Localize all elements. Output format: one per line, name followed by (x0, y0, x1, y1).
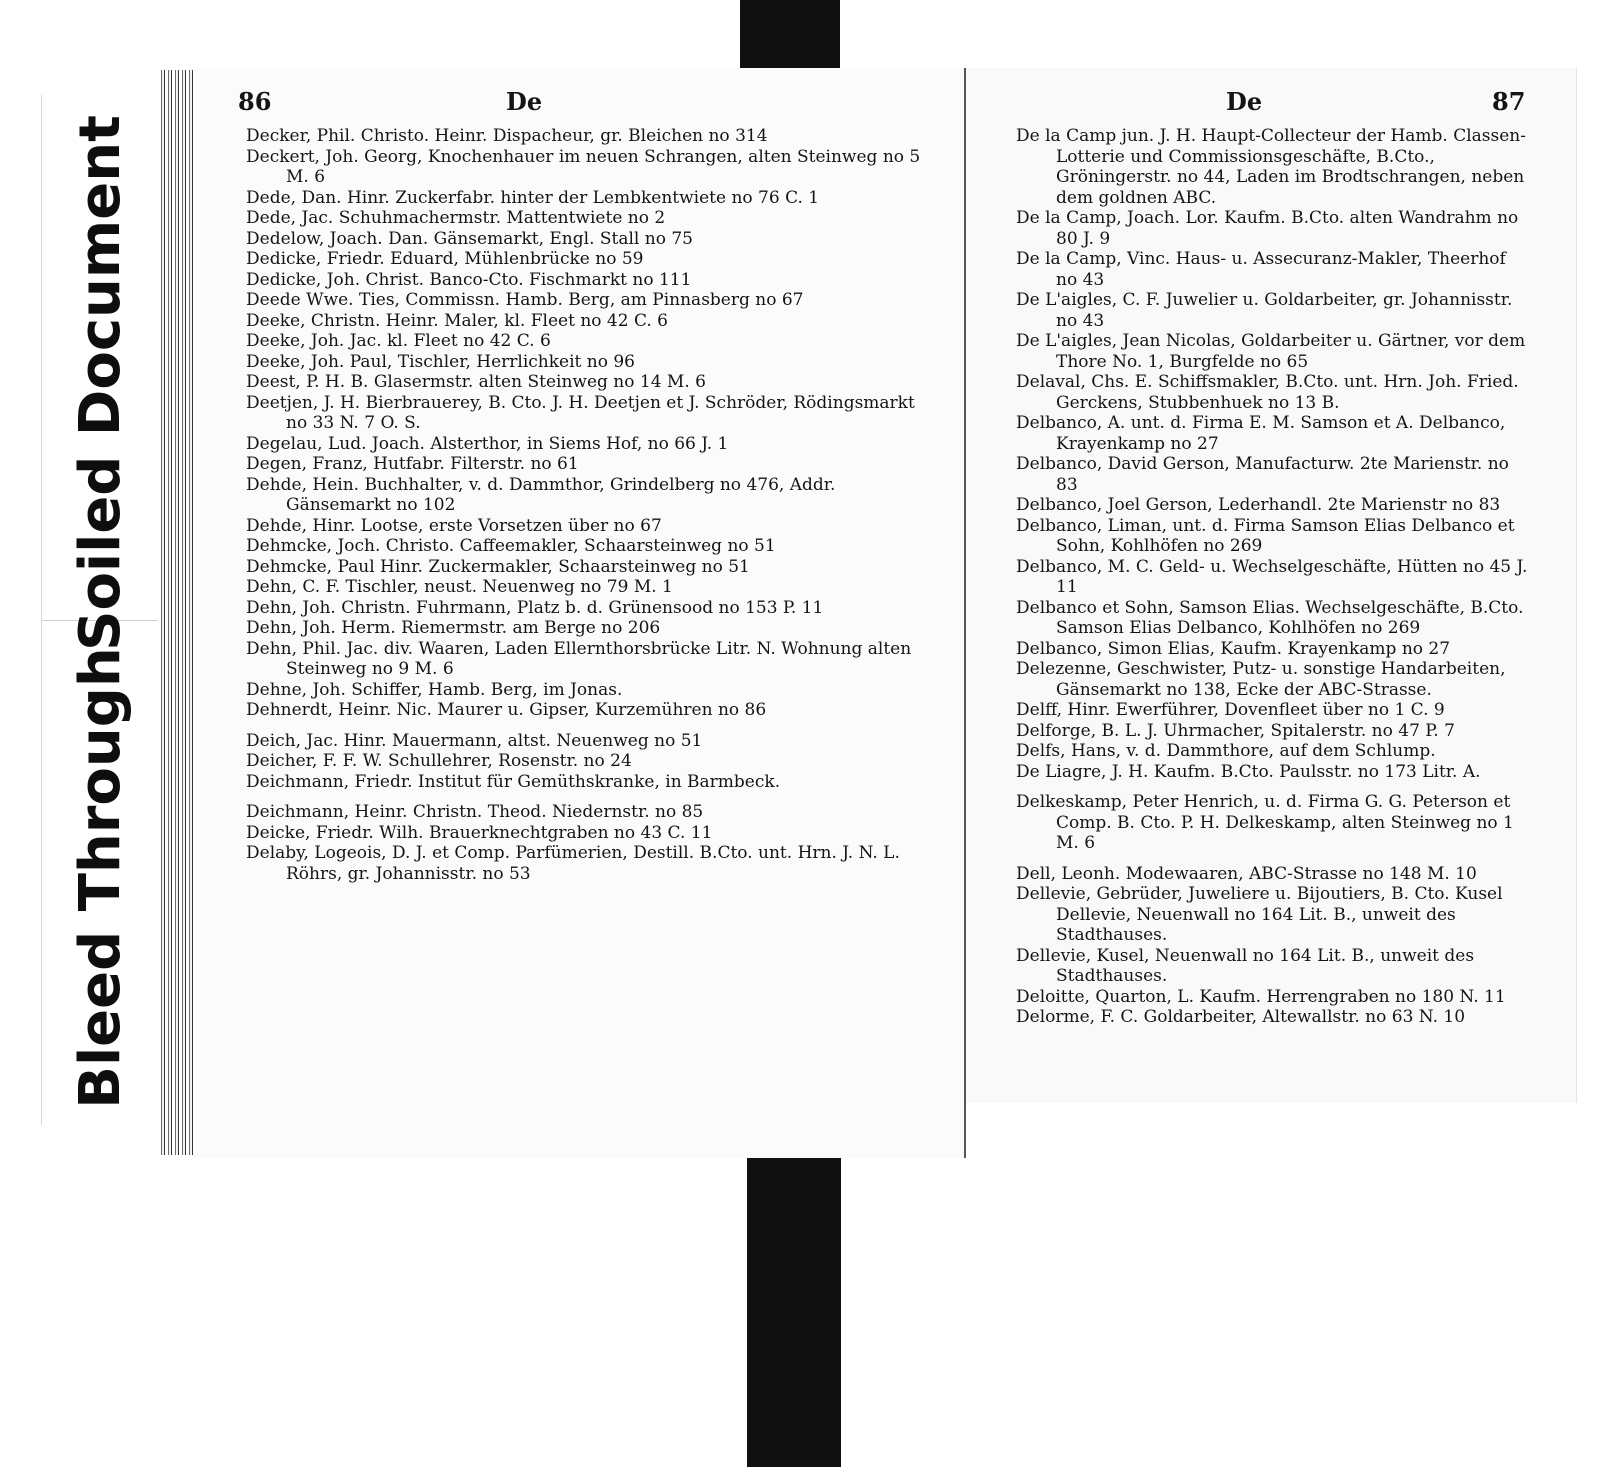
directory-entry: Dellevie, Gebrüder, Juweliere u. Bijoutiers, B. Cto. Kusel Dellevie, Neuenwall no 164 Lit. B., unweit des Stadthauses. (1016, 884, 1503, 945)
page-edges (158, 70, 196, 1155)
directory-entry: Degelau, Lud. Joach. Alsterthor, in Siems Hof, no 66 J. 1 (246, 433, 729, 454)
directory-entry: Delbanco, Liman, unt. d. Firma Samson Elias Delbanco et Sohn, Kohlhöfen no 269 (1016, 515, 1515, 556)
right-page (966, 68, 1577, 1103)
soiled-document-label: Soiled Document (68, 115, 133, 651)
directory-entry: Deeke, Christn. Heinr. Maler, kl. Fleet no 42 C. 6 (246, 310, 668, 331)
directory-entry: Degen, Franz, Hutfabr. Filterstr. no 61 (246, 454, 579, 474)
directory-entry: Delff, Hinr. Ewerführer, Dovenfleet über no 1 C. 9 (1016, 700, 1445, 720)
directory-entry: Dehn, Joh. Christn. Fuhrmann, Platz b. d. Grünensood no 153 P. 11 (246, 597, 824, 618)
directory-entry: De la Camp, Vinc. Haus- u. Assecuranz-Makler, Theerhof no 43 (1016, 249, 1506, 290)
directory-entry: Delkeskamp, Peter Henrich, u. d. Firma G. G. Peterson et Comp. B. Cto. P. H. Delkeskamp, alten Steinweg no 1 M. 6 (1016, 792, 1514, 853)
directory-entry: Dede, Dan. Hinr. Zuckerfabr. hinter der Lembkentwiete no 76 C. 1 (246, 187, 820, 208)
target-label-border (41, 95, 42, 1125)
directory-entry: Delbanco, David Gerson, Manufacturw. 2te Marienstr. no 83 (1016, 454, 1509, 495)
directory-entry: Dedelow, Joach. Dan. Gänsemarkt, Engl. Stall no 75 (246, 228, 693, 249)
directory-entry: Delbanco, M. C. Geld- u. Wechselgeschäfte, Hütten no 45 J. 11 (1016, 556, 1528, 597)
directory-entry: Deeke, Joh. Jac. kl. Fleet no 42 C. 6 (246, 331, 551, 351)
directory-entry: Dehn, C. F. Tischler, neust. Neuenweg no 79 M. 1 (246, 577, 673, 597)
directory-entry: Dede, Jac. Schuhmachermstr. Mattentwiete no 2 (246, 208, 666, 228)
open-book (158, 68, 1528, 1158)
right-running-head: De (1226, 87, 1263, 116)
directory-entry: Decker, Phil. Christo. Heinr. Dispacheur, gr. Bleichen no 314 (246, 126, 768, 146)
directory-entry: Dehne, Joh. Schiffer, Hamb. Berg, im Jonas. (246, 679, 623, 700)
left-entry-list (246, 126, 936, 884)
left-page (194, 68, 966, 1158)
directory-entry: Deetjen, J. H. Bierbrauerey, B. Cto. J. H. Deetjen et J. Schröder, Rödingsmarkt no 33 N. 7 O. S. (246, 392, 915, 433)
directory-entry: Deichmann, Heinr. Christn. Theod. Niedernstr. no 85 (246, 802, 704, 822)
directory-entry: Delbanco, Simon Elias, Kaufm. Krayenkamp no 27 (1016, 638, 1451, 659)
directory-entry: Deichmann, Friedr. Institut für Gemüthskranke, in Barmbeck. (246, 771, 781, 792)
directory-entry: Delfs, Hans, v. d. Dammthore, auf dem Schlump. (1016, 741, 1436, 761)
directory-entry: De Liagre, J. H. Kaufm. B.Cto. Paulsstr. no 173 Litr. A. (1016, 761, 1481, 782)
directory-entry: Deloitte, Quarton, L. Kaufm. Herrengraben no 180 N. 11 (1016, 986, 1506, 1007)
directory-entry: Delbanco, Joel Gerson, Lederhandl. 2te Marienstr no 83 (1016, 495, 1501, 515)
directory-entry: Deich, Jac. Hinr. Mauermann, altst. Neuenweg no 51 (246, 730, 703, 751)
bleed-through-label: Bleed Through (68, 647, 133, 1109)
directory-entry: Dehmcke, Paul Hinr. Zuckermakler, Schaarsteinweg no 51 (246, 556, 750, 577)
directory-entry: Deeke, Joh. Paul, Tischler, Herrlichkeit no 96 (246, 351, 635, 372)
directory-entry: Delaval, Chs. E. Schiffsmakler, B.Cto. unt. Hrn. Joh. Fried. Gerckens, Stubbenhuek no 13 B. (1016, 372, 1519, 413)
directory-entry: Delezenne, Geschwister, Putz- u. sonstige Handarbeiten, Gänsemarkt no 138, Ecke der ABC-Strasse. (1016, 659, 1506, 700)
directory-entry: Delbanco, A. unt. d. Firma E. M. Samson et A. Delbanco, Krayenkamp no 27 (1016, 413, 1506, 454)
film-leader-strip-top (740, 0, 840, 76)
directory-entry: Deicher, F. F. W. Schullehrer, Rosenstr. no 24 (246, 751, 632, 771)
directory-entry: Deede Wwe. Ties, Commissn. Hamb. Berg, am Pinnasberg no 67 (246, 290, 804, 310)
directory-entry: Dedicke, Joh. Christ. Banco-Cto. Fischmarkt no 111 (246, 269, 692, 290)
directory-entry: Deckert, Joh. Georg, Knochenhauer im neuen Schrangen, alten Steinweg no 5 M. 6 (246, 146, 921, 187)
directory-entry: Delaby, Logeois, D. J. et Comp. Parfümerien, Destill. B.Cto. unt. Hrn. J. N. L. Röhrs, gr. Johannisstr. no 53 (246, 843, 900, 884)
directory-entry: Dehn, Phil. Jac. div. Waaren, Laden Ellernthorsbrücke Litr. N. Wohnung alten Steinweg no 9 M. 6 (246, 638, 912, 679)
left-page-number: 86 (238, 87, 272, 116)
directory-entry: Dehnerdt, Heinr. Nic. Maurer u. Gipser, Kurzemühren no 86 (246, 700, 767, 720)
directory-entry: De L'aigles, C. F. Juwelier u. Goldarbeiter, gr. Johannisstr. no 43 (1016, 290, 1513, 331)
left-running-head: De (506, 87, 543, 116)
right-page-number: 87 (1492, 87, 1526, 116)
directory-entry: Dedicke, Friedr. Eduard, Mühlenbrücke no 59 (246, 249, 644, 269)
directory-entry: Delorme, F. C. Goldarbeiter, Altewallstr. no 63 N. 10 (1016, 1007, 1466, 1027)
directory-entry: Dehmcke, Joch. Christo. Caffeemakler, Schaarsteinweg no 51 (246, 536, 776, 556)
film-leader-strip-bottom (747, 1146, 841, 1467)
directory-entry: Dellevie, Kusel, Neuenwall no 164 Lit. B., unweit des Stadthauses. (1016, 945, 1475, 986)
directory-entry: Deicke, Friedr. Wilh. Brauerknechtgraben no 43 C. 11 (246, 822, 713, 843)
directory-entry: Delbanco et Sohn, Samson Elias. Wechselgeschäfte, B.Cto. Samson Elias Delbanco, Kohlhöfen no 269 (1016, 597, 1524, 638)
right-entry-list (1016, 126, 1528, 1028)
directory-entry: Deest, P. H. B. Glasermstr. alten Steinweg no 14 M. 6 (246, 372, 706, 392)
directory-entry: Dell, Leonh. Modewaaren, ABC-Strasse no 148 M. 10 (1016, 863, 1477, 884)
directory-entry: De la Camp, Joach. Lor. Kaufm. B.Cto. alten Wandrahm no 80 J. 9 (1016, 208, 1519, 249)
directory-entry: De la Camp jun. J. H. Haupt-Collecteur der Hamb. Classen-Lotterie und Commissionsgeschäfte, B.Cto., Gröningerstr. no 44, Laden im Brodtschrangen, neben dem goldnen ABC. (1016, 126, 1526, 208)
directory-entry: Dehde, Hein. Buchhalter, v. d. Dammthor, Grindelberg no 476, Addr. Gänsemarkt no 102 (246, 474, 836, 515)
directory-entry: De L'aigles, Jean Nicolas, Goldarbeiter u. Gärtner, vor dem Thore No. 1, Burgfelde no 65 (1016, 331, 1526, 372)
directory-entry: Delforge, B. L. J. Uhrmacher, Spitalerstr. no 47 P. 7 (1016, 720, 1455, 741)
directory-entry: Dehn, Joh. Herm. Riemermstr. am Berge no 206 (246, 618, 661, 638)
directory-entry: Dehde, Hinr. Lootse, erste Vorsetzen über no 67 (246, 515, 662, 536)
